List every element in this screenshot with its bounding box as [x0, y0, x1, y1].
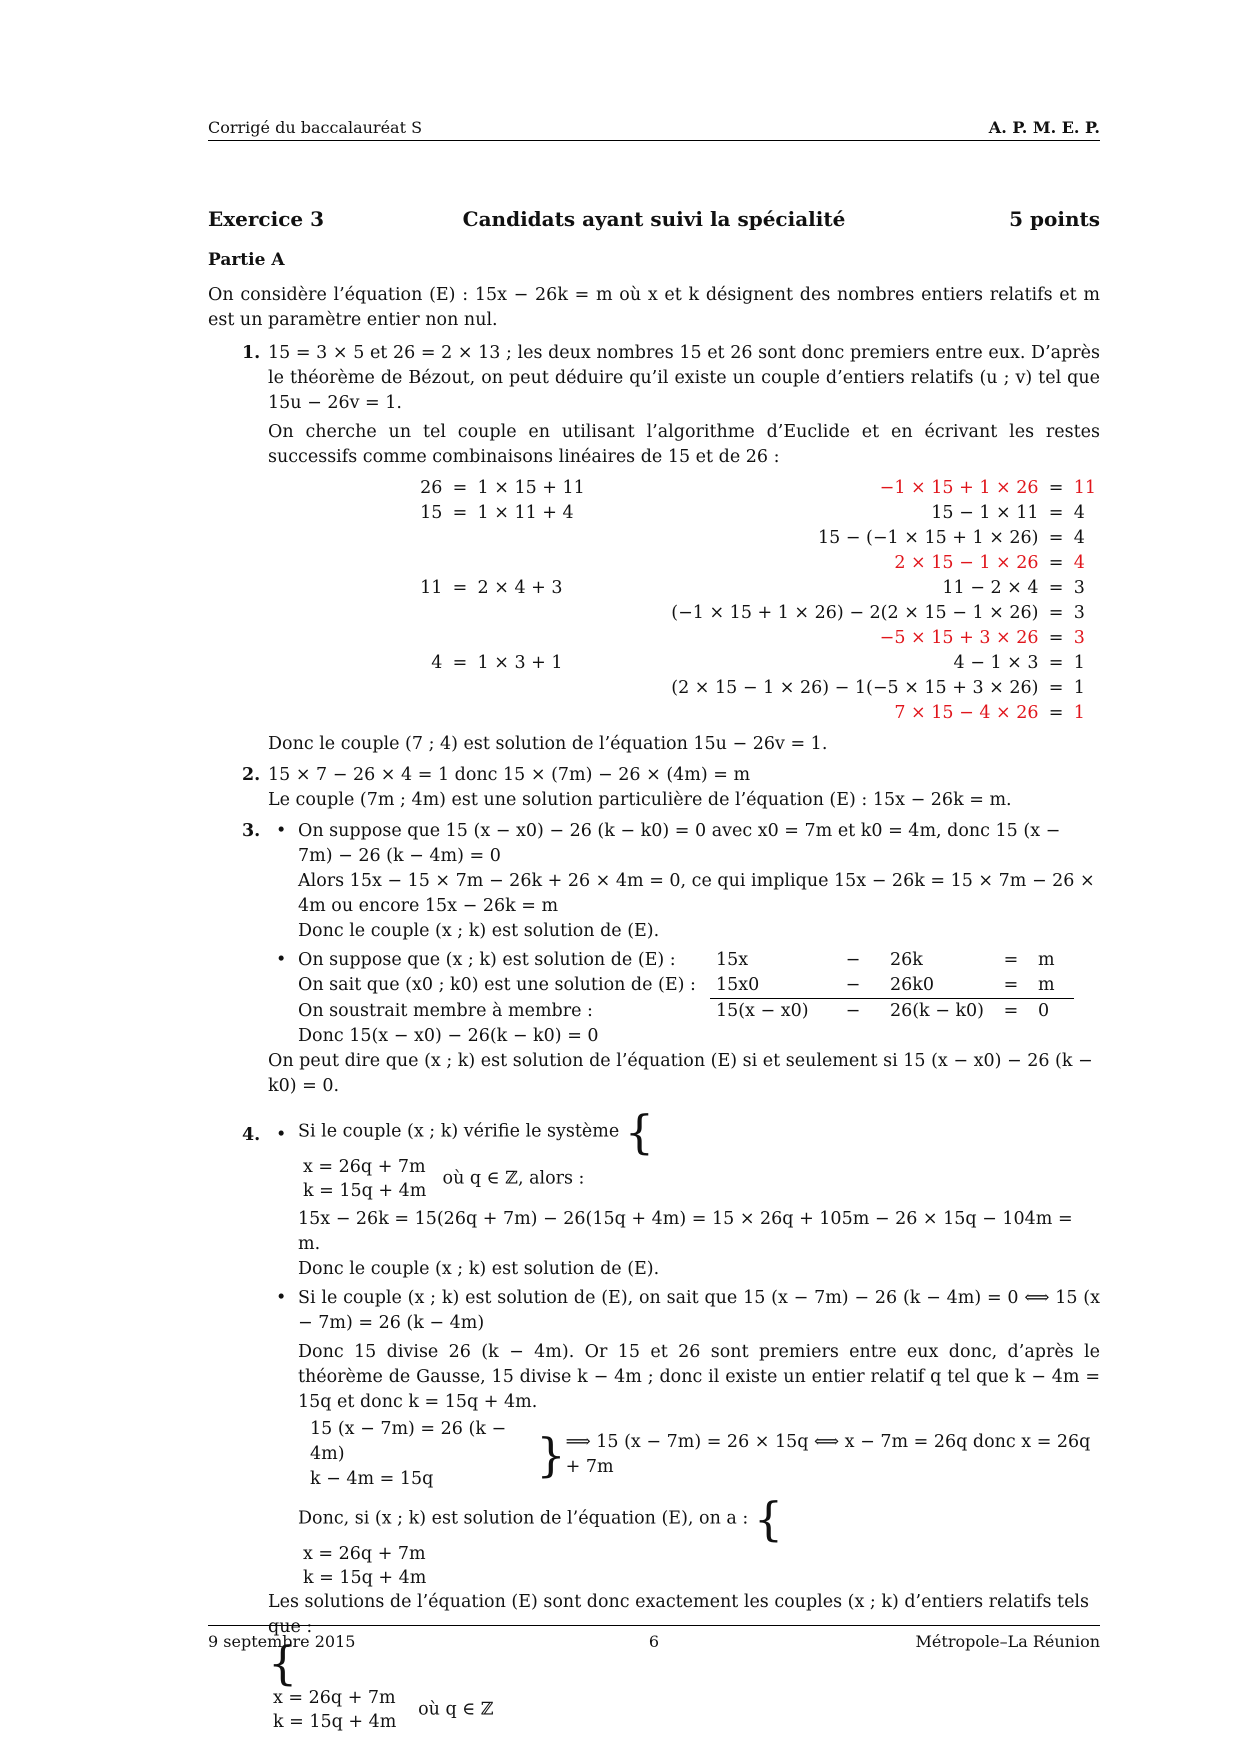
equals-sign: = — [1048, 703, 1064, 723]
euclid-row — [396, 601, 1100, 626]
q4-conclusion: Les solutions de l’équation (E) sont donc exactement les couples (x ; k) d’entiers relatifs tels que : — [268, 1592, 1090, 1637]
subtraction-cell-op: − — [845, 950, 861, 970]
equals-sign: = — [1048, 578, 1064, 598]
header-left: Corrigé du baccalauréat S — [208, 118, 423, 137]
equals-sign: = — [1048, 478, 1064, 498]
q4-b1-line-2: 15x − 26k = 15(26q + 7m) − 26(15q + 4m) = 15 × 26q + 105m − 26 × 15q − 104m = m. — [298, 1209, 1073, 1254]
subtraction-cell-op: − — [845, 1001, 861, 1021]
euclid-cell-c: 2 × 15 − 1 × 26 — [894, 553, 1039, 573]
euclid-row — [396, 676, 1100, 701]
footer-rule — [208, 1625, 1100, 1626]
euclid-cell-c: 11 − 2 × 4 — [942, 578, 1039, 598]
equals-sign — [446, 601, 473, 626]
euclid-row — [396, 626, 1100, 651]
euclid-table — [396, 476, 1100, 726]
bullet-icon: • — [276, 950, 287, 970]
q3-bullet-1 — [268, 819, 1100, 944]
subtraction-cell-c: m — [1038, 950, 1055, 970]
subtraction-cell-b: 26k0 — [884, 973, 990, 999]
implication-text: ⟹ 15 (x − 7m) = 26 × 15q ⟺ x − 7m = 26q donc x = 26q + 7m — [565, 1431, 1091, 1477]
equals-sign — [446, 526, 473, 551]
euclid-cell-d: 1 — [1073, 678, 1085, 698]
equals-sign: = — [452, 578, 468, 598]
question-number: 3. — [242, 821, 261, 841]
q4-b1-post: où q ∈ ℤ, alors : — [442, 1168, 585, 1189]
footer-left: 9 septembre 2015 — [208, 1632, 356, 1651]
euclid-cell-b: 1 × 11 + 4 — [477, 503, 574, 523]
euclid-cell-b — [474, 701, 668, 726]
q3-b2-line-4: Donc 15(x − x0) − 26(k − k0) = 0 — [298, 1026, 599, 1046]
q4-b1-pre: Si le couple (x ; k) vérifie le système — [298, 1121, 620, 1142]
euclid-cell-a — [396, 701, 446, 726]
left-brace: { — [268, 1636, 298, 1690]
subtraction-cell-c: 0 — [1038, 1001, 1050, 1021]
exercise-heading — [208, 207, 1100, 231]
euclid-cell-b: 2 × 4 + 3 — [477, 578, 563, 598]
q3-b1-line-2: Alors 15x − 15 × 7m − 26k + 26 × 4m = 0, ce qui implique 15x − 26k = 15 × 7m − 26 × 4m ou encore 15x − 26k = m — [298, 871, 1095, 916]
equals-sign: = — [1048, 628, 1064, 648]
q4-implication-system — [298, 1417, 528, 1492]
subtraction-row — [298, 999, 1074, 1025]
q1-paragraph-1: 15 = 3 × 5 et 26 = 2 × 13 ; les deux nombres 15 et 26 sont donc premiers entre eux. D’après le théorème de Bézout, on peut déduire qu’il existe un couple d’entiers relatifs (u ; v) tel que 15u − 26v = 1. — [268, 343, 1100, 413]
exercise-body — [208, 248, 1100, 1734]
equals-sign: = — [1048, 553, 1064, 573]
euclid-cell-c: (2 × 15 − 1 × 26) − 1(−5 × 15 + 3 × 26) — [671, 678, 1039, 698]
euclid-cell-a — [396, 526, 446, 551]
subtraction-cell-label: On soustrait membre à membre : — [298, 1000, 593, 1021]
question-number: 2. — [242, 765, 261, 785]
equals-sign: = — [1048, 603, 1064, 623]
bullet-icon: • — [276, 821, 287, 841]
question-1 — [208, 341, 1100, 757]
equals-sign: = — [1048, 653, 1064, 673]
q4-bullet-1 — [268, 1105, 1100, 1282]
bullet-icon: • — [276, 1125, 287, 1145]
subtraction-cell-b: 26(k − k0) — [889, 1001, 985, 1021]
subtraction-cell-a: 15(x − x0) — [715, 1001, 809, 1021]
exercise-points: 5 points — [1009, 207, 1100, 231]
exercise-subtitle: Candidats ayant suivi la spécialité — [462, 207, 846, 231]
q3-bullet-2 — [268, 948, 1100, 1049]
exercise-title: Exercice 3 — [208, 207, 324, 231]
bullet-icon: • — [276, 1288, 287, 1308]
euclid-cell-d: 3 — [1073, 628, 1085, 648]
euclid-row — [396, 651, 1100, 676]
q4-b1-line-3: Donc le couple (x ; k) est solution de (E). — [298, 1259, 660, 1279]
equals-sign — [446, 551, 473, 576]
euclid-cell-d: 1 — [1073, 703, 1085, 723]
q4-b2-line-1: Si le couple (x ; k) est solution de (E), on sait que 15 (x − 7m) − 26 (k − 4m) = 0 ⟺ 15 (x − 7m) = 26 (k − 4m) — [298, 1288, 1100, 1333]
right-brace: } — [536, 1427, 566, 1482]
system-eq-1: x = 26q + 7m — [303, 1157, 426, 1177]
footer-right: Métropole–La Réunion — [915, 1632, 1100, 1651]
euclid-row — [396, 476, 1100, 501]
subtraction-row — [298, 948, 1074, 973]
page-header — [208, 118, 1100, 137]
euclid-row — [396, 701, 1100, 726]
euclid-cell-d: 11 — [1073, 478, 1096, 498]
euclid-cell-d: 4 — [1073, 528, 1085, 548]
header-rule — [208, 140, 1100, 141]
page — [208, 0, 1100, 1754]
system-eq-1: x = 26q + 7m — [303, 1544, 426, 1564]
euclid-row — [396, 576, 1100, 601]
euclid-cell-c: 15 − 1 × 11 — [931, 503, 1039, 523]
equals-sign — [446, 701, 473, 726]
euclid-cell-b: 1 × 15 + 11 — [477, 478, 585, 498]
euclid-cell-c: 7 × 15 − 4 × 26 — [894, 703, 1039, 723]
subtraction-cell-a: 15x — [715, 950, 749, 970]
subtraction-cell-c: m — [1032, 973, 1074, 999]
euclid-cell-d: 1 — [1073, 653, 1085, 673]
subtraction-cell-a: 15x0 — [710, 973, 822, 999]
euclid-cell-c: −5 × 15 + 3 × 26 — [879, 628, 1039, 648]
q1-paragraph-3: Donc le couple (7 ; 4) est solution de l’équation 15u − 26v = 1. — [268, 734, 828, 754]
euclid-cell-b — [474, 551, 668, 576]
euclid-cell-c: 15 − (−1 × 15 + 1 × 26) — [817, 528, 1039, 548]
subtraction-cell-eq: = — [1003, 1001, 1019, 1021]
page-number: 6 — [648, 1632, 660, 1651]
euclid-cell-a — [396, 601, 446, 626]
subtraction-row — [298, 973, 1074, 999]
question-number: 4. — [242, 1125, 261, 1145]
q4-system-2 — [298, 1542, 431, 1590]
partie-a-heading: Partie A — [208, 250, 285, 270]
system-eq-2: k = 15q + 4m — [273, 1712, 397, 1732]
euclid-cell-b — [474, 626, 668, 651]
equals-sign: = — [452, 653, 468, 673]
euclid-cell-a: 4 — [431, 653, 443, 673]
subtraction-cell-eq: = — [1003, 950, 1019, 970]
euclid-cell-c: −1 × 15 + 1 × 26 — [879, 478, 1039, 498]
q4-bullet-2 — [268, 1286, 1100, 1590]
subtraction-table — [298, 948, 1074, 1024]
equals-sign: = — [1048, 503, 1064, 523]
implication-eq-1: 15 (x − 7m) = 26 (k − 4m) — [310, 1419, 507, 1464]
euclid-cell-d: 4 — [1073, 553, 1085, 573]
euclid-cell-d: 3 — [1073, 578, 1085, 598]
euclid-cell-c: 4 − 1 × 3 — [953, 653, 1039, 673]
implication-eq-2: k − 4m = 15q — [310, 1469, 434, 1489]
euclid-cell-a — [396, 551, 446, 576]
q4-system-1 — [298, 1155, 431, 1203]
equals-sign — [446, 626, 473, 651]
euclid-cell-b — [474, 601, 668, 626]
q4-b2-line-3: Donc, si (x ; k) est solution de l’équation (E), on a : — [298, 1508, 749, 1529]
euclid-cell-a — [396, 676, 446, 701]
euclid-cell-a: 26 — [420, 478, 443, 498]
system-eq-2: k = 15q + 4m — [303, 1181, 427, 1201]
euclid-cell-b — [474, 526, 668, 551]
euclid-cell-c: (−1 × 15 + 1 × 26) − 2(2 × 15 − 1 × 26) — [671, 603, 1039, 623]
q1-paragraph-2: On cherche un tel couple en utilisant l’algorithme d’Euclide et en écrivant les restes successifs comme combinaisons linéaires de 15 et de 26 : — [268, 422, 1100, 467]
final-post: où q ∈ ℤ — [418, 1699, 494, 1720]
euclid-row — [396, 501, 1100, 526]
q2-line-1: 15 × 7 − 26 × 4 = 1 donc 15 × (7m) − 26 × (4m) = m — [268, 765, 751, 785]
left-brace: { — [753, 1492, 784, 1546]
final-system — [268, 1686, 401, 1734]
left-brace: { — [624, 1105, 655, 1159]
page-footer — [208, 1632, 1100, 1651]
euclid-cell-a: 15 — [420, 503, 443, 523]
intro-text: On considère l’équation (E) : 15x − 26k = m où x et k désignent des nombres entiers relatifs et m est un paramètre entier non nul. — [208, 285, 1100, 330]
equals-sign: = — [1048, 528, 1064, 548]
equals-sign — [446, 676, 473, 701]
equals-sign: = — [1048, 678, 1064, 698]
question-number: 1. — [242, 343, 261, 363]
header-right: A. P. M. E. P. — [988, 118, 1100, 137]
euclid-cell-b — [474, 676, 668, 701]
system-eq-1: x = 26q + 7m — [273, 1688, 396, 1708]
question-3 — [208, 819, 1100, 1099]
system-eq-2: k = 15q + 4m — [303, 1568, 427, 1588]
q3-b1-line-3: Donc le couple (x ; k) est solution de (E). — [298, 921, 660, 941]
subtraction-cell-b: 26k — [889, 950, 923, 970]
equals-sign: = — [452, 478, 468, 498]
q3-conclusion: On peut dire que (x ; k) est solution de l’équation (E) si et seulement si 15 (x − x0) − 26 (k − k0) = 0. — [268, 1051, 1093, 1096]
euclid-cell-a — [396, 626, 446, 651]
euclid-cell-d: 3 — [1073, 603, 1085, 623]
euclid-row — [396, 526, 1100, 551]
subtraction-cell-label: On sait que (x0 ; k0) est une solution de (E) : — [298, 975, 696, 996]
equals-sign: = — [452, 503, 468, 523]
question-2 — [208, 763, 1100, 813]
subtraction-cell-eq: = — [990, 973, 1032, 999]
q4-b2-line-2: Donc 15 divise 26 (k − 4m). Or 15 et 26 sont premiers entre eux donc, d’après le théorème de Gausse, 15 divise k − 4m ; donc il existe un entier relatif q tel que k − 4m = 15q et donc k = 15q + 4m. — [298, 1342, 1100, 1412]
euclid-cell-a: 11 — [420, 578, 443, 598]
euclid-row — [396, 551, 1100, 576]
q3-b1-line-1: On suppose que 15 (x − x0) − 26 (k − k0) = 0 avec x0 = 7m et k0 = 4m, donc 15 (x − 7m) − 26 (k − 4m) = 0 — [298, 821, 1061, 866]
euclid-cell-d: 4 — [1073, 503, 1085, 523]
q4-implication — [298, 1417, 1100, 1492]
euclid-cell-b: 1 × 3 + 1 — [477, 653, 563, 673]
q2-line-2: Le couple (7m ; 4m) est une solution particulière de l’équation (E) : 15x − 26k = m. — [268, 790, 1012, 810]
subtraction-cell-op: − — [822, 973, 884, 999]
subtraction-cell-label: On suppose que (x ; k) est solution de (E) : — [298, 950, 676, 970]
